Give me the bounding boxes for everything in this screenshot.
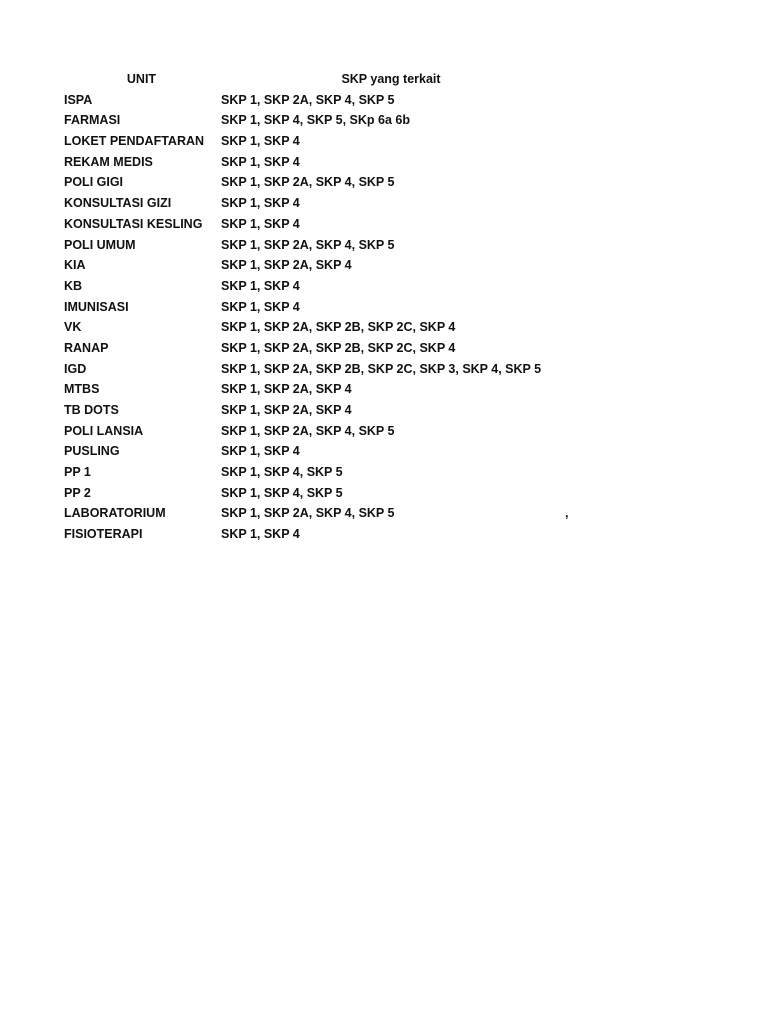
table-row [0, 462, 768, 483]
table-row [0, 421, 768, 442]
table-row [0, 297, 768, 318]
cell-skp: SKP 1, SKP 2A, SKP 2B, SKP 2C, SKP 3, SKP 4, SKP 5 [221, 361, 542, 376]
cell-unit: KIA [64, 258, 86, 273]
table-row [0, 193, 768, 214]
cell-unit: FARMASI [64, 113, 121, 128]
table-row [0, 131, 768, 152]
cell-skp: SKP 1, SKP 2A, SKP 4, SKP 5 [221, 92, 395, 107]
cell-skp: SKP 1, SKP 2A, SKP 4, SKP 5 [221, 423, 395, 438]
table-header-row [0, 69, 768, 90]
table-row [0, 359, 768, 380]
cell-skp: SKP 1, SKP 4 [221, 278, 300, 293]
cell-unit: VK [64, 320, 82, 335]
cell-skp: SKP 1, SKP 4 [221, 134, 300, 149]
table-row [0, 255, 768, 276]
table-row [0, 483, 768, 504]
table-row [0, 503, 768, 524]
cell-skp: SKP 1, SKP 2A, SKP 4, SKP 5 [221, 175, 395, 190]
table-row [0, 524, 768, 545]
cell-unit: REKAM MEDIS [64, 154, 153, 169]
cell-unit: POLI LANSIA [64, 423, 144, 438]
cell-unit: FISIOTERAPI [64, 527, 143, 542]
table-row [0, 235, 768, 256]
table-row [0, 276, 768, 297]
cell-skp: SKP 1, SKP 4, SKP 5, SKp 6a 6b [221, 113, 410, 128]
cell-skp: SKP 1, SKP 2A, SKP 2B, SKP 2C, SKP 4 [221, 320, 456, 335]
cell-unit: IGD [64, 361, 87, 376]
cell-skp: SKP 1, SKP 4, SKP 5 [221, 485, 343, 500]
header-skp: SKP yang terkait [341, 72, 441, 86]
cell-skp: SKP 1, SKP 4 [221, 154, 300, 169]
cell-skp: SKP 1, SKP 4 [221, 299, 300, 314]
table-body [0, 90, 768, 545]
cell-skp: SKP 1, SKP 2A, SKP 4, SKP 5 [221, 506, 395, 521]
spreadsheet-table [0, 69, 768, 545]
cell-skp: SKP 1, SKP 4, SKP 5 [221, 465, 343, 480]
cell-skp: SKP 1, SKP 4 [221, 527, 300, 542]
cell-unit: PP 1 [64, 465, 91, 480]
cell-skp: SKP 1, SKP 2A, SKP 2B, SKP 2C, SKP 4 [221, 340, 456, 355]
table-row [0, 152, 768, 173]
cell-unit: RANAP [64, 340, 109, 355]
cell-skp: SKP 1, SKP 4 [221, 216, 300, 231]
cell-skp: SKP 1, SKP 2A, SKP 4 [221, 382, 352, 397]
cell-extra: , [565, 506, 569, 521]
cell-unit: TB DOTS [64, 403, 119, 417]
cell-unit: LABORATORIUM [64, 506, 166, 521]
table-row [0, 172, 768, 193]
cell-unit: PP 2 [64, 485, 91, 500]
table-row [0, 441, 768, 462]
cell-unit: KB [64, 278, 83, 293]
cell-skp: SKP 1, SKP 2A, SKP 4 [221, 403, 352, 417]
cell-skp: SKP 1, SKP 4 [221, 196, 300, 211]
cell-skp: SKP 1, SKP 2A, SKP 4, SKP 5 [221, 237, 395, 252]
table-row [0, 214, 768, 235]
cell-unit: MTBS [64, 382, 100, 397]
table-row [0, 90, 768, 111]
table-row [0, 338, 768, 359]
cell-unit: KONSULTASI KESLING [64, 216, 203, 231]
cell-unit: PUSLING [64, 444, 120, 459]
cell-unit: IMUNISASI [64, 299, 129, 314]
header-unit: UNIT [126, 72, 157, 86]
cell-skp: SKP 1, SKP 4 [221, 444, 300, 459]
table-row [0, 379, 768, 400]
cell-unit: KONSULTASI GIZI [64, 196, 172, 211]
table-row [0, 400, 768, 421]
cell-unit: POLI UMUM [64, 237, 136, 252]
cell-skp: SKP 1, SKP 2A, SKP 4 [221, 258, 352, 273]
table-row [0, 317, 768, 338]
table-row [0, 110, 768, 131]
cell-unit: POLI GIGI [64, 175, 124, 190]
cell-unit: ISPA [64, 92, 93, 107]
cell-unit: LOKET PENDAFTARAN [64, 134, 205, 149]
